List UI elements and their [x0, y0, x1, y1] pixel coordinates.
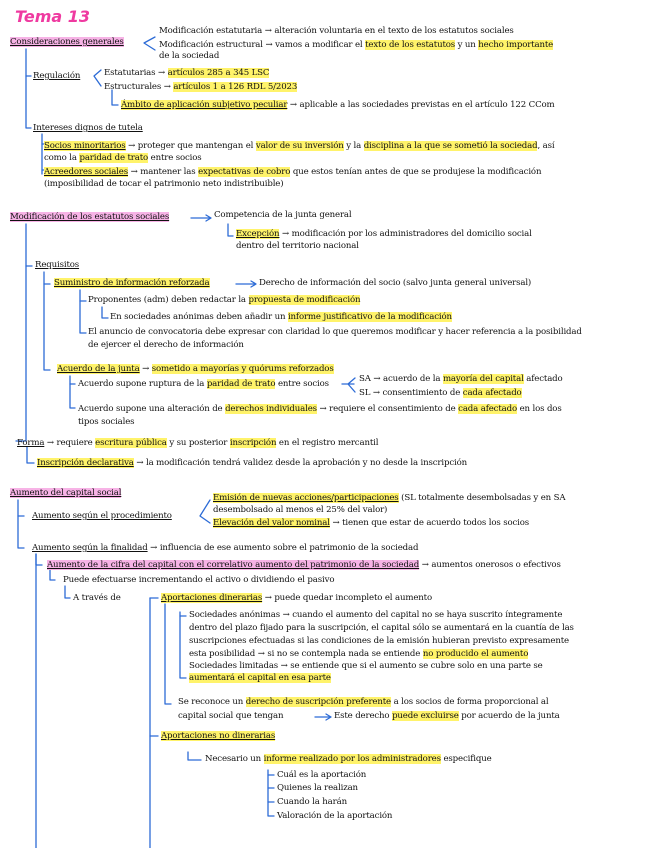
acreedores: Acreedores sociales → mantener las expectativas de cobro que estos tenían antes de que se produjese la modificación	[44, 167, 542, 177]
sl-linea-2: aumentará el capital en esa parte	[189, 673, 331, 683]
exclusion: Este derecho puede excluirse por acuerdo de la junta	[334, 711, 560, 721]
anuncio: El anuncio de convocatoria debe expresar con claridad lo que queremos modificar y hacer referencia a la posibilidad	[88, 327, 582, 337]
anuncio-cont: de ejercer el derecho de información	[88, 340, 244, 350]
sa-linea-2: dentro del plazo fijado para la suscripción, el capital sólo se aumentará en la cuantía de las	[189, 623, 574, 633]
item-cuando: Cuando la harán	[277, 797, 347, 807]
ambito: Ámbito de aplicación subjetivo peculiar → aplicable a las sociedades previstas en el artículo 122 CCom	[121, 100, 555, 110]
mod-estructural: Modificación estructural → vamos a modificar el texto de los estatutos y un hecho importante	[159, 40, 554, 50]
regulacion: Regulación	[33, 71, 81, 81]
sa-linea-4: esta posibilidad → si no se contempla nada se entiende no producido el aumento	[189, 649, 529, 659]
elevacion: Elevación del valor nominal → tienen que estar de acuerdo todos los socios	[213, 518, 530, 528]
excepcion: Excepción → modificación por los administradores del domicilio social	[236, 229, 532, 239]
suscripcion-preferente-cont: capital social que tengan	[178, 711, 284, 721]
inscripcion: Inscripción declarativa → la modificación tendrá validez desde la aprobación y no desde la inscripción	[37, 458, 468, 468]
suscripcion-preferente: Se reconoce un derecho de suscripción preferente a los socios de forma proporcional al	[178, 697, 549, 707]
aumento-procedimiento: Aumento según el procedimiento	[32, 511, 172, 521]
socios-minoritarios: Socios minoritarios → proteger que mantengan el valor de su inversión y la disciplina a la que se sometió la sociedad, así	[44, 141, 555, 151]
aport-no-dinerarias: Aportaciones no dinerarias	[161, 731, 276, 741]
requisitos: Requisitos	[35, 260, 80, 270]
acreedores-cont: (imposibilidad de tocar el patrimonio neto indistribuible)	[44, 179, 284, 189]
informe: Necesario un informe realizado por los administradores especifique	[205, 754, 492, 764]
suministro-desc: Derecho de información del socio (salvo junta general universal)	[259, 278, 532, 288]
section-consideraciones: Consideraciones generales	[10, 37, 124, 47]
aumento-cifra: Aumento de la cifra del capital con el correlativo aumento del patrimonio de la sociedad → aumentos onerosos o efectivos	[47, 560, 561, 570]
aumento-finalidad: Aumento según la finalidad → influencia de ese aumento sobre el patrimonio de la sociedad	[32, 543, 419, 553]
page-title: Tema 13	[15, 7, 91, 26]
efectuar: Puede efectuarse incrementando el activo o dividiendo el pasivo	[63, 575, 335, 585]
emision-cont: desembolsado al menos el 25% del valor)	[213, 505, 388, 515]
proponentes: Proponentes (adm) deben redactar la propuesta de modificación	[88, 295, 361, 305]
intereses: Intereses dignos de tutela	[33, 123, 143, 133]
item-valoracion: Valoración de la aportación	[277, 811, 393, 821]
reg-estatutarias: Estatutarias → artículos 285 a 345 LSC	[104, 68, 270, 78]
alteracion-cont: tipos sociales	[78, 417, 135, 427]
sa-informe: En sociedades anónimas deben añadir un informe justificativo de la modificación	[110, 312, 452, 322]
sl-regla: SL → consentimiento de cada afectado	[359, 388, 522, 398]
section-modificacion: Modificación de los estatutos sociales	[10, 212, 170, 222]
socios-minoritarios-cont: como la paridad de trato entre socios	[44, 153, 202, 163]
sa-linea-3: suscripciones efectuadas si las condiciones de la emisión hubieran previsto expresamente	[189, 636, 569, 646]
item-aportacion: Cuál es la aportación	[277, 770, 367, 780]
a-traves: A través de	[73, 593, 121, 603]
mod-estructural-cont: de la sociedad	[159, 51, 220, 61]
mod-estatutaria: Modificación estatutaria → alteración voluntaria en el texto de los estatutos sociales	[159, 26, 514, 36]
sl-linea-1: Sociedades limitadas → se entiende que si el aumento se cubre solo en una parte se	[189, 661, 543, 671]
competencia: Competencia de la junta general	[214, 210, 352, 220]
section-aumento: Aumento del capital social	[10, 488, 122, 498]
reg-estructurales: Estructurales → artículos 1 a 126 RDL 5/2023	[104, 82, 298, 92]
acuerdo-junta: Acuerdo de la junta → sometido a mayorías y quórums reforzados	[57, 364, 334, 374]
sa-linea-1: Sociedades anónimas → cuando el aumento del capital no se haya suscrito íntegramente	[189, 610, 563, 620]
suministro: Suministro de información reforzada	[54, 278, 210, 288]
forma: Forma → requiere escritura pública y su posterior inscripción en el registro mercantil	[17, 438, 379, 448]
sa-regla: SA → acuerdo de la mayoría del capital afectado	[359, 374, 563, 384]
excepcion-cont: dentro del territorio nacional	[236, 241, 359, 251]
aport-dinerarias: Aportaciones dinerarias → puede quedar incompleto el aumento	[161, 593, 432, 603]
ruptura: Acuerdo supone ruptura de la paridad de trato entre socios	[78, 379, 329, 389]
item-quienes: Quienes la realizan	[277, 783, 358, 793]
emision: Emisión de nuevas acciones/participaciones (SL totalmente desembolsadas y en SA	[213, 493, 566, 503]
alteracion: Acuerdo supone una alteración de derechos individuales → requiere el consentimiento de cada afectado en los dos	[78, 404, 562, 414]
